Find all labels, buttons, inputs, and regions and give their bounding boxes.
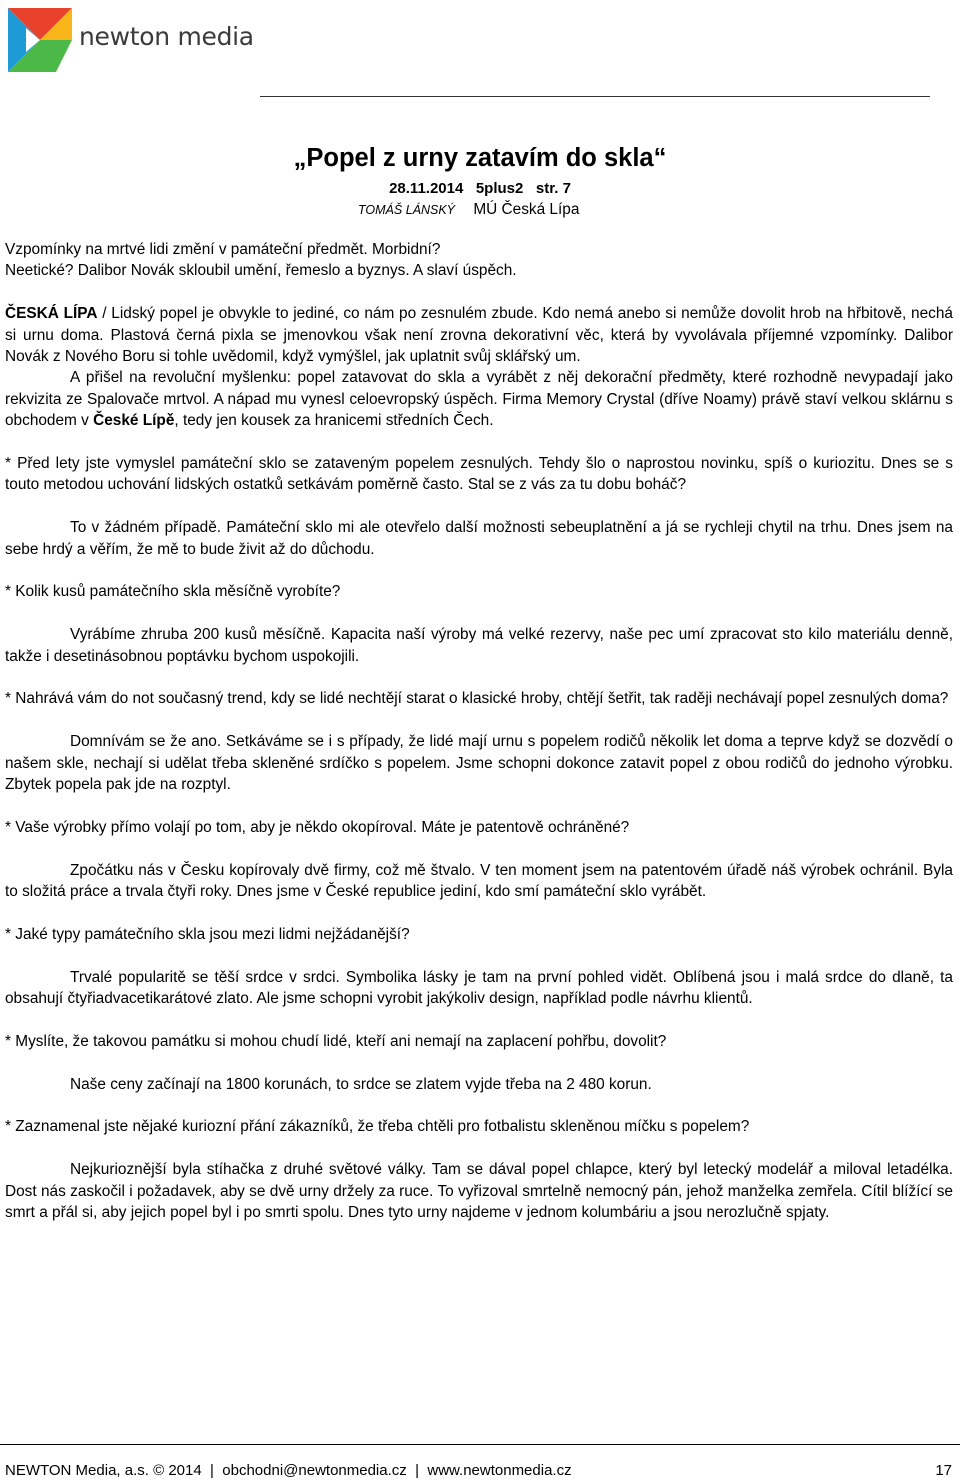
answer-7: Nejkurioznější byla stíhačka z druhé světové války. Tam se dával popel chlapce, který byl letecký modelář a miloval letadélka. Dost nás zaskočil i požadavek, aby se dvě urny držely za ruce. To vyřizoval smrtelně nemocný pán, jehož manželka zemřela. Cítil blížící se smrt a přál si, aby jejich popel byl i po smrti spolu. Dnes tyto urny najdeme v jednom kolumbáriu a jsou nerozlučně spjaty. (5, 1161, 953, 1222)
newton-media-logo-icon (6, 6, 78, 81)
answer-2: Vyrábíme zhruba 200 kusů měsíčně. Kapacita naší výroby má velké rezervy, naše pec umí zpracovat sto kilo materiálu denně, takže i desetinásobnou poptávku bychom uspokojili. (5, 626, 953, 665)
article-region: MÚ Česká Lípa (473, 201, 580, 218)
article-date: 28.11.2014 (389, 180, 464, 197)
perex-line-1: Vzpomínky na mrtvé lidi změní v památeční předmět. Morbidní? (5, 241, 441, 258)
paragraph-2 (5, 367, 953, 431)
paragraph-2-text-b: , tedy jen kousek za hranicemi středních Čech. (174, 412, 494, 430)
footer-web-link[interactable]: www.newtonmedia.cz (427, 1462, 572, 1479)
article-body (5, 239, 953, 1223)
article-author: TOMÁŠ LÁNSKÝ (358, 203, 456, 217)
footer-email-link[interactable]: obchodni@newtonmedia.cz (222, 1462, 407, 1479)
article-source: 5plus2 (475, 180, 524, 197)
footer-copyright: © 2014 (153, 1462, 202, 1479)
perex-line-2: Neetické? Dalibor Novák skloubil umění, řemeslo a byznys. A slaví úspěch. (5, 262, 517, 280)
answer-4: Zpočátku nás v Česku kopírovaly dvě firmy, což mě štvalo. V ten moment jsem na patentovém úřadě náš výrobek ochránil. Byla to složitá práce a trvala čtyři roky. Dnes jsme v České republice jediní, kdo smí památeční sklo vyrábět. (5, 861, 953, 901)
paragraph-2-bold: České Lípě (93, 412, 175, 430)
question-6: * Myslíte, že takovou památku si mohou chudí lidé, kteří ani nemají na zaplacení pohřbu, dovolit? (5, 1032, 667, 1050)
footer-company: NEWTON Media, a.s. (5, 1462, 149, 1479)
footer: NEWTON Media, a.s. © 2014 | obchodni@newtonmedia.cz | www.newtonmedia.cz (5, 1462, 572, 1479)
answer-3: Domnívám se že ano. Setkáváme se i s případy, že lidé mají urnu s popelem rodičů několik let doma a teprve když se dozvědí o našem skle, nechají si udělat třeba skleněné srdíčko s popelem. Jsme schopni dokonce zatavit popel z obou rodičů do jednoho výrobku. Zbytek popela pak jde na rozptyl. (5, 733, 953, 794)
answer-6: Naše ceny začínají na 1800 korunách, to srdce se zlatem vyjde třeba na 2 480 korun. (70, 1075, 652, 1093)
article-meta (0, 180, 960, 197)
article-title: „Popel z urny zatavím do skla“ (293, 144, 667, 172)
byline (358, 201, 579, 219)
paragraph-2-text-a: A přišel na revoluční myšlenku: popel zatavovat do skla a vyrábět z něj dekorační předměty, které rozhodně nevypadají jako rekvizita ze Spalovače mrtvol. A nápad mu vynesl celoevropský úspěch. Firma Memory Crystal (dříve Noamy) právě staví velkou sklárnu s obchodem v (5, 369, 953, 430)
question-7: * Zaznamenal jste nějaké kuriozní přání zákazníků, že třeba chtěli pro fotbalistu skleněnou míčku s popelem? (5, 1118, 750, 1136)
answer-5: Trvalé popularitě se těší srdce v srdci. Symbolika lásky je tam na první pohled vidět. Oblíbená jsou i malá srdce do dlaně, ta obsahují čtyřiadvacetikarátové zlato. Ale jsme schopni vyrobit jakýkoliv design, například podle návrhu klientů. (5, 968, 953, 1008)
question-4: * Vaše výrobky přímo volají po tom, aby je někdo okopíroval. Máte je patentově ochráněné? (5, 818, 630, 836)
intro-paragraph (5, 303, 953, 367)
page-number: 17 (935, 1462, 952, 1479)
question-3: * Nahrává vám do not současný trend, kdy se lidé nechtějí starat o klasické hroby, chtějí šetřit, tak raději nechávají popel zesnulých doma? (5, 690, 949, 708)
article-page: str. 7 (535, 180, 571, 197)
question-5: * Jaké typy památečního skla jsou mezi lidmi nejžádanější? (5, 925, 410, 943)
footer-divider (0, 1444, 960, 1445)
intro-text: / Lidský popel je obvykle to jediné, co nám po zesnulém zbude. Kdo nemá anebo si nemůže dovolit hrob na hřbitově, nechá si urnu doma. Plastová černá pixla se jmenovkou však není zrovna dekorativní věc, která by vyvolávala příjemné vzpomínky. Dalibor Novák z Nového Boru si tohle uvědomil, když vymýšlel, jak uplatnit svůj sklářský um. (5, 305, 953, 366)
logo-text: newton media (79, 22, 254, 51)
header-divider (260, 96, 930, 97)
question-2: * Kolik kusů památečního skla měsíčně vyrobíte? (5, 583, 341, 601)
answer-1: To v žádném případě. Památeční sklo mi ale otevřelo další možnosti sebeuplatnění a já se rychleji chytil na trhu. Dnes jsem na sebe hrdý a věřím, že mě to bude živit až do důchodu. (5, 519, 953, 558)
perex (5, 239, 953, 282)
intro-place: ČESKÁ LÍPA (5, 305, 98, 323)
question-1: * Před lety jste vymyslel památeční sklo se zataveným popelem zesnulých. Tehdy šlo o naprostou novinku, spíš o kuriozitu. Dnes se s touto metodou uchování lidských ostatků setkávám poměrně často. Stal se z vás za tu dobu boháč? (5, 455, 953, 494)
